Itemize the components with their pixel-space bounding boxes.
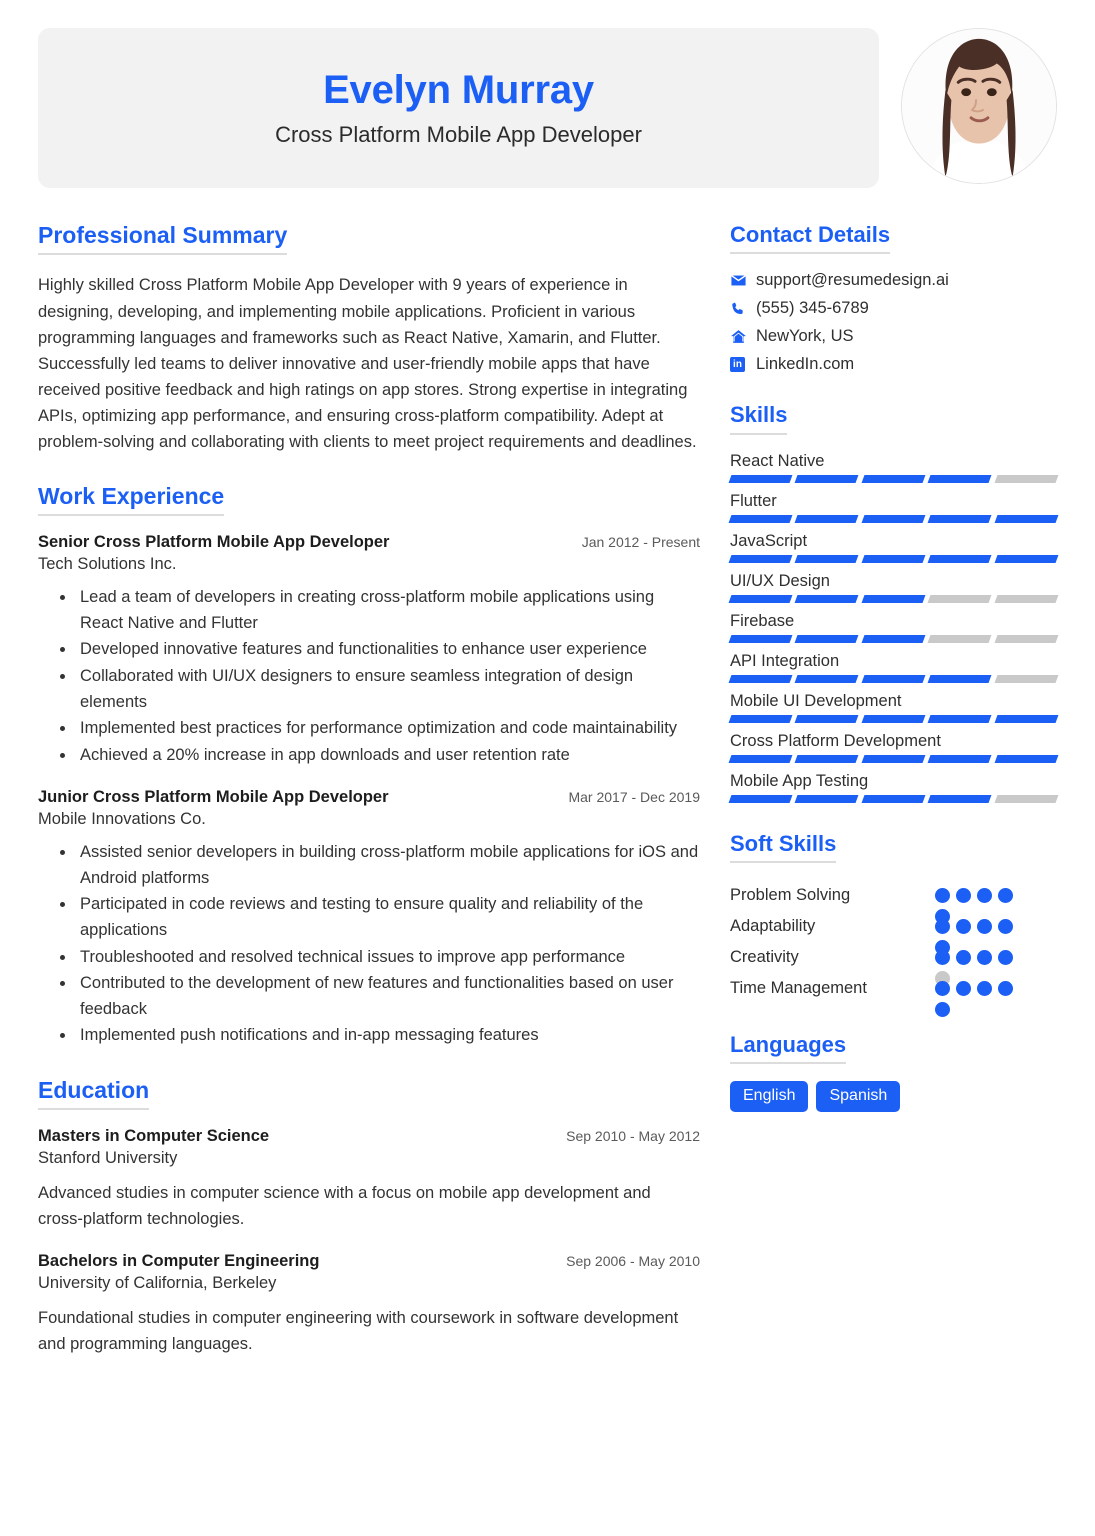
soft-skill-dot <box>956 888 971 903</box>
soft-skill-row <box>730 911 1057 942</box>
skill-item <box>730 532 1057 563</box>
right-column <box>730 222 1057 1140</box>
skill-segment <box>861 515 925 523</box>
education-entry-header <box>38 1127 700 1146</box>
skill-segment <box>861 795 925 803</box>
skill-segment <box>729 635 793 643</box>
skill-level-bar <box>730 755 1057 763</box>
skill-name: React Native <box>730 451 825 470</box>
soft-skill-dot <box>956 919 971 934</box>
skill-segment <box>795 555 859 563</box>
education-entry <box>38 1252 700 1357</box>
soft-skill-dot <box>977 888 992 903</box>
education-entry-header <box>38 1252 700 1271</box>
education-degree: Masters in Computer Science <box>38 1127 270 1146</box>
experience-date: Mar 2017 - Dec 2019 <box>568 789 700 806</box>
experience-list <box>38 533 700 1048</box>
skill-segment <box>861 595 925 603</box>
soft-skill-dot <box>977 981 992 996</box>
skill-segment <box>861 635 925 643</box>
skill-item <box>730 692 1057 723</box>
skill-item <box>730 612 1057 643</box>
skill-segment <box>795 675 859 683</box>
education-school: Stanford University <box>38 1149 178 1168</box>
list-item: • Troubleshooted and resolved technical issues to improve app performance <box>76 945 700 971</box>
soft-skill-dot <box>977 950 992 965</box>
skill-name: Firebase <box>730 611 795 630</box>
skill-segment <box>928 515 992 523</box>
contact-row <box>730 327 1057 346</box>
experience-bullets <box>60 585 700 768</box>
skill-level-bar <box>730 475 1057 483</box>
language-chip[interactable]: English <box>730 1081 808 1112</box>
soft-skill-dot <box>998 950 1013 965</box>
skill-segment <box>994 675 1058 683</box>
soft-skill-row <box>730 880 1057 911</box>
list-item: • Collaborated with UI/UX designers to ensure seamless integration of design elements <box>76 664 700 715</box>
skill-segment <box>928 675 992 683</box>
skill-segment <box>795 475 859 483</box>
list-item: • Participated in code reviews and testing to ensure quality and reliability of the applications <box>76 892 700 943</box>
skill-segment <box>795 715 859 723</box>
contact-value[interactable]: (555) 345-6789 <box>756 299 869 318</box>
skill-name: JavaScript <box>730 531 808 550</box>
skill-segment <box>928 755 992 763</box>
section-professional-summary <box>38 222 700 455</box>
skill-segment <box>729 595 793 603</box>
skill-item <box>730 652 1057 683</box>
skill-segment <box>795 595 859 603</box>
header-job-title: Cross Platform Mobile App Developer <box>275 122 642 147</box>
skill-level-bar <box>730 635 1057 643</box>
soft-skill-dot <box>935 950 950 965</box>
list-item: • Developed innovative features and functionalities to enhance user experience <box>76 637 700 663</box>
skill-segment <box>928 555 992 563</box>
experience-entry-header <box>38 788 700 807</box>
skills-list <box>730 452 1057 803</box>
languages-heading: Languages <box>730 1032 846 1064</box>
education-description: Foundational studies in computer engineering with coursework in software development and programming languages. <box>38 1309 679 1353</box>
skill-level-bar <box>730 715 1057 723</box>
left-column <box>38 222 730 1385</box>
section-languages <box>730 1032 1057 1112</box>
experience-heading: Work Experience <box>38 483 224 516</box>
skill-level-bar <box>730 515 1057 523</box>
skill-name: Flutter <box>730 491 777 510</box>
skills-heading: Skills <box>730 402 787 434</box>
education-degree: Bachelors in Computer Engineering <box>38 1252 320 1271</box>
phone-icon <box>730 301 756 317</box>
contact-row <box>730 355 1057 374</box>
education-description: Advanced studies in computer science with a focus on mobile app development and cross-platform technologies. <box>38 1184 651 1228</box>
soft-skill-dots <box>935 973 1021 1017</box>
education-list <box>38 1127 700 1357</box>
skill-segment <box>861 715 925 723</box>
skill-segment <box>994 595 1058 603</box>
skill-name: API Integration <box>730 651 840 670</box>
soft-skill-dot <box>935 1002 950 1017</box>
contact-value[interactable]: LinkedIn.com <box>756 355 855 374</box>
section-contact-details <box>730 222 1057 374</box>
avatar <box>901 28 1057 184</box>
skill-segment <box>729 795 793 803</box>
soft-skill-name: Creativity <box>730 947 799 966</box>
profile-photo-icon <box>902 29 1056 183</box>
contact-row <box>730 299 1057 318</box>
summary-text: Highly skilled Cross Platform Mobile App Developer with 9 years of experience in designing, developing, and implementing mobile applications. Proficient in various programming languages and frameworks such as React Native, Xamarin, and Flutter. Successfully led teams to deliver innovative and user-friendly mobile apps that have received positive feedback and high ratings on app stores. Strong expertise in integrating APIs, optimizing app performance, and ensuring cross-platform compatibility. Adept at problem-solving and collaborating with clients to meet project requirements and deadlines. <box>38 276 697 451</box>
skill-segment <box>729 475 793 483</box>
education-date: Sep 2006 - May 2010 <box>566 1253 700 1270</box>
skill-segment <box>994 755 1058 763</box>
skill-level-bar <box>730 595 1057 603</box>
section-education <box>38 1077 700 1358</box>
contact-heading: Contact Details <box>730 222 890 254</box>
list-item: • Achieved a 20% increase in app downloads and user retention rate <box>76 743 700 769</box>
list-item: • Implemented push notifications and in-app messaging features <box>76 1023 700 1049</box>
list-item: • Implemented best practices for performance optimization and code maintainability <box>76 716 700 742</box>
soft-skill-name: Problem Solving <box>730 885 851 904</box>
skill-segment <box>928 475 992 483</box>
skill-segment <box>795 795 859 803</box>
section-work-experience <box>38 483 700 1049</box>
skill-name: Cross Platform Development <box>730 731 941 750</box>
soft-skill-name: Time Management <box>730 978 867 997</box>
contact-value[interactable]: NewYork, US <box>756 327 854 346</box>
skill-segment <box>795 635 859 643</box>
skill-segment <box>729 675 793 683</box>
skill-segment <box>994 555 1058 563</box>
skill-item <box>730 772 1057 803</box>
linkedin-icon <box>730 357 756 372</box>
soft-skill-dot <box>935 981 950 996</box>
skill-segment <box>795 755 859 763</box>
skill-segment <box>729 755 793 763</box>
soft-skills-heading: Soft Skills <box>730 831 836 863</box>
skill-item <box>730 452 1057 483</box>
skill-segment <box>994 515 1058 523</box>
skill-segment <box>861 755 925 763</box>
skill-segment <box>994 635 1058 643</box>
skill-segment <box>994 795 1058 803</box>
section-soft-skills <box>730 831 1057 1004</box>
linkedin-badge: in <box>730 357 745 372</box>
skill-segment <box>861 475 925 483</box>
soft-skill-row <box>730 942 1057 973</box>
skill-item <box>730 572 1057 603</box>
resume-header <box>0 0 1095 188</box>
languages-list <box>730 1081 1057 1112</box>
soft-skill-name: Adaptability <box>730 916 816 935</box>
soft-skill-dot <box>998 888 1013 903</box>
skill-segment <box>861 555 925 563</box>
experience-organization: Tech Solutions Inc. <box>38 555 177 574</box>
experience-date: Jan 2012 - Present <box>581 534 700 551</box>
contact-row <box>730 271 1057 290</box>
education-school: University of California, Berkeley <box>38 1274 277 1293</box>
experience-organization: Mobile Innovations Co. <box>38 810 206 829</box>
skill-level-bar <box>730 795 1057 803</box>
skill-level-bar <box>730 555 1057 563</box>
section-skills <box>730 402 1057 802</box>
summary-heading: Professional Summary <box>38 222 287 255</box>
envelope-icon <box>730 272 756 289</box>
header-name-band <box>38 28 879 188</box>
skill-name: Mobile App Testing <box>730 771 869 790</box>
soft-skill-dot <box>998 919 1013 934</box>
soft-skill-dot <box>956 981 971 996</box>
soft-skill-dot <box>998 981 1013 996</box>
skill-segment <box>861 675 925 683</box>
home-icon <box>730 328 756 345</box>
education-entry <box>38 1127 700 1232</box>
skill-item <box>730 492 1057 523</box>
skill-item <box>730 732 1057 763</box>
experience-bullets <box>60 840 700 1049</box>
list-item: • Contributed to the development of new features and functionalities based on user feedback <box>76 971 700 1022</box>
skill-segment <box>994 715 1058 723</box>
education-heading: Education <box>38 1077 149 1110</box>
list-item: • Assisted senior developers in building cross-platform mobile applications for iOS and Android platforms <box>76 840 700 891</box>
soft-skill-row <box>730 973 1057 1004</box>
skill-segment <box>729 715 793 723</box>
list-item: • Lead a team of developers in creating cross-platform mobile applications using React Native and Flutter <box>76 585 700 636</box>
language-chip[interactable]: Spanish <box>816 1081 900 1112</box>
resume-body <box>0 222 1095 1385</box>
skill-segment <box>928 795 992 803</box>
soft-skill-dot <box>977 919 992 934</box>
experience-role: Junior Cross Platform Mobile App Developer <box>38 788 389 807</box>
page-title: Evelyn Murray <box>323 68 594 112</box>
soft-skill-dot <box>956 950 971 965</box>
experience-entry <box>38 788 700 1049</box>
skill-name: Mobile UI Development <box>730 691 902 710</box>
contact-list <box>730 271 1057 374</box>
skill-name: UI/UX Design <box>730 571 830 590</box>
experience-entry-header <box>38 533 700 552</box>
skill-segment <box>994 475 1058 483</box>
skill-segment <box>795 515 859 523</box>
skill-segment <box>729 515 793 523</box>
skill-segment <box>928 595 992 603</box>
experience-entry <box>38 533 700 768</box>
skill-segment <box>928 715 992 723</box>
soft-skill-dot <box>935 888 950 903</box>
contact-value[interactable]: support@resumedesign.ai <box>756 271 949 290</box>
education-date: Sep 2010 - May 2012 <box>566 1128 700 1145</box>
skill-segment <box>729 555 793 563</box>
skill-level-bar <box>730 675 1057 683</box>
soft-skill-dot <box>935 919 950 934</box>
experience-role: Senior Cross Platform Mobile App Developer <box>38 533 390 552</box>
soft-skills-list <box>730 880 1057 1004</box>
skill-segment <box>928 635 992 643</box>
